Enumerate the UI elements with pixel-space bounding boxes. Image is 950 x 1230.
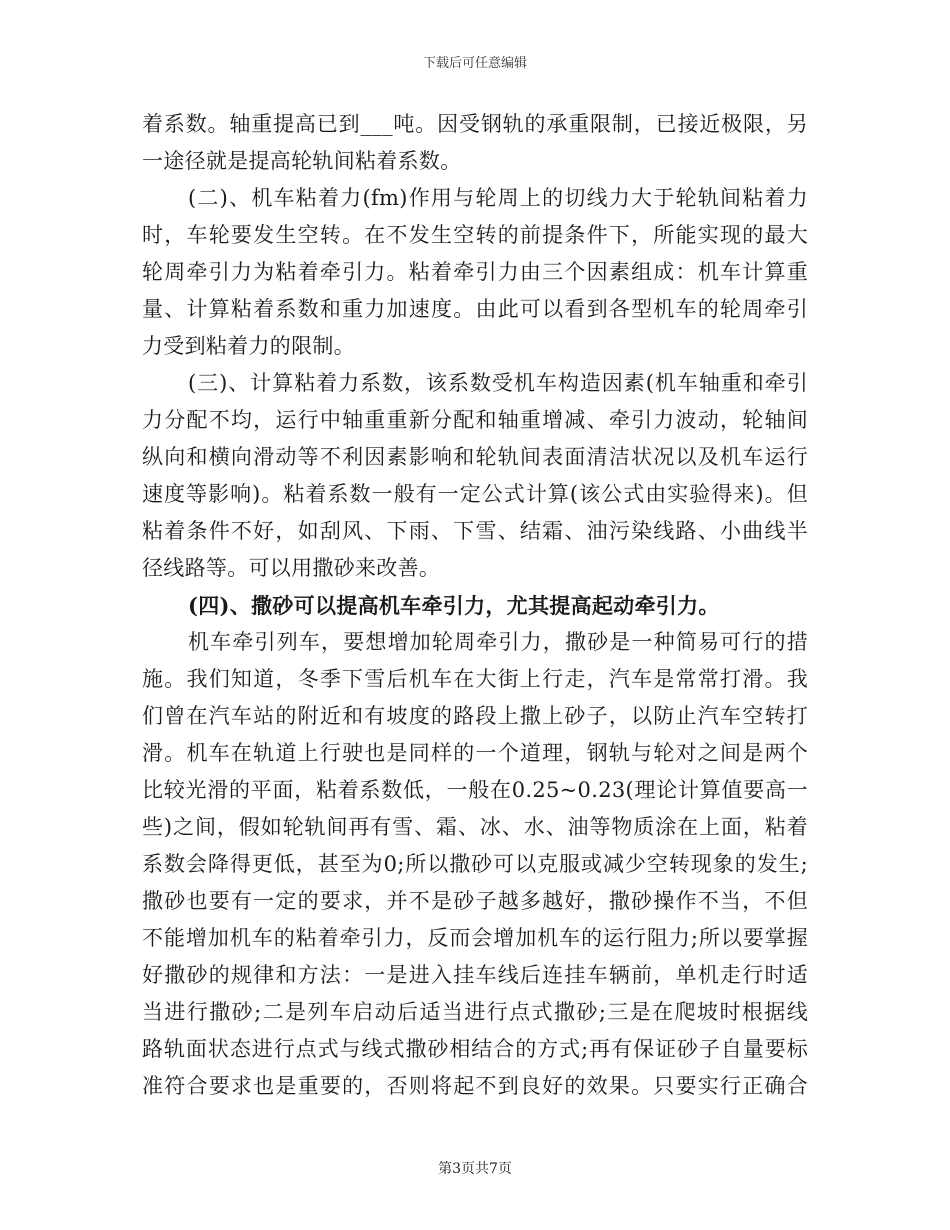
page-header: 下载后可任意编辑 (422, 56, 527, 71)
paragraph-line: 们曾在汽车站的附近和有坡度的路段上撒上砂子，以防止汽车空转打 (142, 704, 808, 728)
page-footer: 第3页共7页 (438, 1161, 512, 1177)
paragraph-line: 滑。机车在轨道上行驶也是同样的一个道理，钢轨与轮对之间是两个 (142, 741, 808, 765)
paragraph-line: 轮周牵引力为粘着牵引力。粘着牵引力由三个因素组成：机车计算重 (142, 260, 808, 284)
paragraph-line: (二)、机车粘着力(fm)作用与轮周上的切线力大于轮轨间粘着力 (188, 186, 808, 210)
document-body (142, 106, 808, 1105)
paragraph-line: 速度等影响)。粘着系数一般有一定公式计算(该公式由实验得来)。但 (142, 482, 808, 506)
paragraph-line: 撒砂也要有一定的要求，并不是砂子越多越好，撒砂操作不当，不但 (142, 889, 808, 913)
paragraph-line: 比较光滑的平面，粘着系数低，一般在0.25~0.23(理论计算值要高一 (142, 778, 808, 802)
paragraph-line: 时，车轮要发生空转。在不发生空转的前提条件下，所能实现的最大 (142, 223, 808, 247)
paragraph-line: 当进行撒砂;二是列车启动后适当进行点式撒砂;三是在爬坡时根据线 (142, 1000, 808, 1024)
paragraph-line: 准符合要求也是重要的，否则将起不到良好的效果。只要实行正确合 (142, 1074, 808, 1098)
paragraph-line: 力分配不均，运行中轴重重新分配和轴重增减、牵引力波动，轮轴间 (142, 408, 808, 432)
paragraph-line: 粘着条件不好，如刮风、下雨、下雪、结霜、油污染线路、小曲线半 (142, 519, 808, 543)
paragraph-line: 些)之间，假如轮轨间再有雪、霜、冰、水、油等物质涂在上面，粘着 (142, 815, 808, 839)
paragraph-line: (三)、计算粘着力系数，该系数受机车构造因素(机车轴重和牵引 (188, 371, 808, 395)
paragraph-line: 一途径就是提高轮轨间粘着系数。 (142, 149, 462, 173)
paragraph-line: 纵向和横向滑动等不利因素影响和轮轨间表面清洁状况以及机车运行 (142, 445, 808, 469)
paragraph-line: 着系数。轴重提高已到___吨。因受钢轨的承重限制，已接近极限，另 (142, 112, 808, 136)
paragraph-line: 力受到粘着力的限制。 (142, 334, 355, 358)
paragraph-line: 径线路等。可以用撒砂来改善。 (142, 556, 441, 580)
paragraph-line: 不能增加机车的粘着牵引力，反而会增加机车的运行阻力;所以要掌握 (142, 926, 808, 950)
paragraph-line: 路轨面状态进行点式与线式撒砂相结合的方式;再有保证砂子自量要标 (142, 1037, 808, 1061)
section-heading-line: (四)、撒砂可以提高机车牵引力，尤其提高起动牵引力。 (188, 593, 720, 618)
paragraph-line: 施。我们知道，冬季下雪后机车在大街上行走，汽车是常常打滑。我 (142, 667, 808, 691)
paragraph-line: 机车牵引列车，要想增加轮周牵引力，撒砂是一种简易可行的措 (188, 630, 808, 654)
paragraph-line: 量、计算粘着系数和重力加速度。由此可以看到各型机车的轮周牵引 (142, 297, 808, 321)
paragraph-line: 好撒砂的规律和方法：一是进入挂车线后连挂车辆前，单机走行时适 (142, 963, 808, 987)
paragraph-line: 系数会降得更低，甚至为0;所以撒砂可以克服或减少空转现象的发生; (142, 852, 808, 876)
